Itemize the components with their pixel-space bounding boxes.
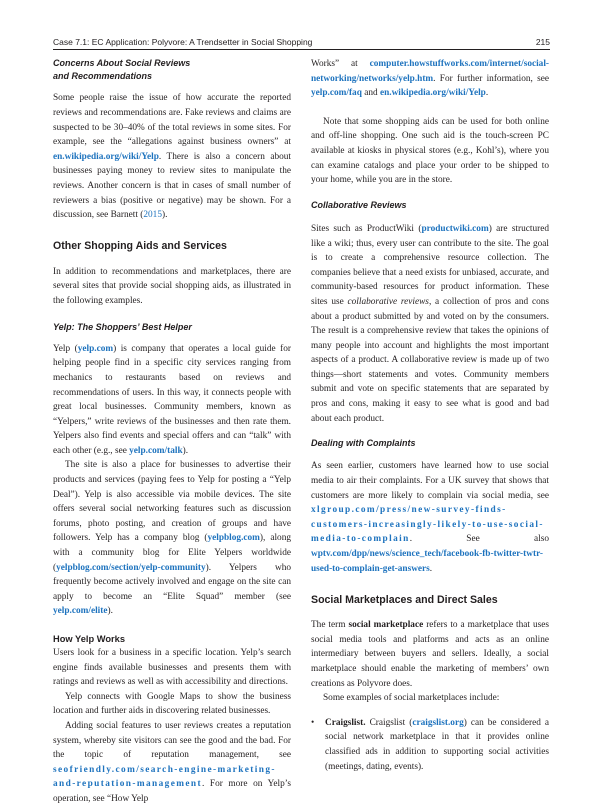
paragraph-examples: Some examples of social marketplaces include:	[323, 693, 500, 704]
list-item-craigslist	[311, 716, 549, 774]
link-seofriendly[interactable]: seofriendly.com/search-engine-marketing-and-reputation-management	[53, 764, 276, 790]
link-yelp-faq[interactable]: yelp.com/faq	[311, 88, 362, 99]
page-number: 215	[535, 37, 550, 47]
right-column	[311, 57, 549, 774]
link-wikipedia-yelp[interactable]: en.wikipedia.org/wiki/Yelp	[53, 151, 159, 162]
left-column	[53, 57, 291, 807]
paragraph-other-aids: In addition to recommendations and marketplaces, there are several sites that provide social shopping aids, as illustrated in the following examples.	[53, 266, 291, 306]
paragraph-yelp-2: The site is also a place for businesses to advertise their products and services (paying fees to Yelp for posting a “Yelp Deal”). Yelp is also accessible via mobile devices. The site offers several social networking features such as discussion forums, photo posting, and creation of groups and have followers. Yelp has a company blog (yelpblog.com), along with a community blog for Elite Yelpers worldwide (yelpblog.com/section/yelp-community). Yelpers who frequently become actively involved and engage on the site can apply to become an “Elite Squad” member (see yelp.com/elite).	[53, 460, 291, 617]
citation-year[interactable]: 2015	[143, 210, 162, 221]
link-yelp[interactable]: yelp.com	[77, 343, 114, 354]
link-xlgroup[interactable]: xlgroup.com/press/new-survey-finds-customers-increasingly-likely-to-use-social-media-to-complain	[311, 505, 544, 545]
link-yelpblog-community[interactable]: yelpblog.com/section/yelp-community	[56, 562, 206, 573]
paragraph-collaborative: Sites such as ProductWiki (productwiki.com) are structured like a wiki; thus, every user can contribute to the site. The goal is to create a comprehensive resource collection. The companies believe that a need exists for unbiased, accurate, and community-based resources for product information. These sites use collaborative reviews, a collection of pros and cons about a product submitted by and voted on by the consumers. The result is a comprehensive review that takes the opinions of many people into account and highlights the most important aspects of a product. A collaborative review is made up of two things—short statements and votes. Community members submit and vote on specific statements that are separated by pros and cons, making it easy to see what is good and bad about each product.	[311, 223, 550, 424]
paragraph-social-marketplace: The term social marketplace refers to a marketplace that uses social media tools and platforms and acts as an online intermediary between buyers and sellers. Ideally, a social marketplace should enable the marketing of members’ own creations as Polyvore does.	[311, 620, 549, 689]
paragraph-shopping-aids: Note that some shopping aids can be used for both online and off-line shopping. One such aid is the touch-screen PC available at kiosks in physical stores (e.g., Kohl’s), where you can examine catalogs and place your order to be shipped to your home, while you are in the store.	[311, 116, 549, 186]
bullet-text: Craigslist. Craigslist (craigslist.org) can be considered a social network marketplace in that it provides online classified ads in addition to supporting social activities (meetings, dating, events).	[325, 717, 550, 772]
running-header	[53, 33, 550, 47]
heading-complaints: Dealing with Complaints	[311, 438, 416, 449]
heading-yelp: Yelp: The Shoppers’ Best Helper	[53, 321, 192, 332]
heading-other-aids: Other Shopping Aids and Services	[53, 239, 227, 252]
paragraph-how-1: Users look for a business in a specific location. Yelp’s search engine finds available businesses and presents them with ratings and reviews as well as with accessibility and directions.	[53, 648, 291, 688]
heading-how-yelp-works: How Yelp Works	[53, 634, 125, 645]
paragraph-how-3: Adding social features to user reviews creates a reputation system, whereby site visitors can see the good and the bad. For the topic of reputation management, see seofriendly.com/search-engine-marketing-and-reputation-management. For more on Yelp’s operation, see “How Yelp	[53, 720, 291, 804]
paragraph-concerns: Some people raise the issue of how accurate the reported reviews and recommendations are. Fake reviews and claims are suspected to be 30–40% of the total reviews in some sites. For example, see the “allegations against business owners” at en.wikipedia.org/wiki/Yelp. There is also a concern about businesses paying money to review sites to manipulate the reviews. Another concern is that in cases of small number of reviewers a bias (positive or negative) may be shown. For a discussion, see Barnett (2015).	[53, 93, 291, 221]
heading-social-marketplaces: Social Marketplaces and Direct Sales	[311, 594, 498, 607]
link-productwiki[interactable]: productwiki.com	[421, 223, 489, 234]
link-howstuffworks[interactable]: computer.howstuffworks.com/internet/social-networking/networks/yelp.htm	[311, 59, 549, 84]
paragraph-howstuffworks: Works” at computer.howstuffworks.com/internet/social-networking/networks/yelp.htm. For further information, see yelp.com/faq and en.wikipedia.org/wiki/Yelp.	[311, 59, 549, 99]
link-craigslist[interactable]: craigslist.org	[412, 717, 464, 728]
paragraph-complaints: As seen earlier, customers have learned how to use social media to air their complaints. For a UK survey that shows that customers are more likely to complain via social media, see xlgroup.com/press/new-survey-finds-customers-increasingly-likely-to-use-social-media-to-complain. See also wptv.com/dpp/news/science_tech/facebook-fb-twitter-twtr-used-to-complain-get-answers.	[311, 461, 549, 574]
running-title: Case 7.1: EC Application: Polyvore: A Trendsetter in Social Shopping	[53, 37, 313, 47]
paragraph-yelp-1: Yelp (yelp.com) is company that operates a local guide for helping people find in a specific city services ranging from mechanics to restaurants based on reviews and recommendations of users. In this way, it connects people with great local businesses. Community members, known as “Yelpers,” write reviews of the businesses and then rate them. Yelpers also find events and special offers and can “talk” with each other (e.g., see yelp.com/talk).	[53, 343, 291, 456]
link-wptv[interactable]: wptv.com/dpp/news/science_tech/facebook-fb-twitter-twtr-used-to-complain-get-answers	[311, 549, 543, 574]
link-wikipedia-yelp-2[interactable]: en.wikipedia.org/wiki/Yelp	[379, 88, 486, 99]
link-yelp-talk[interactable]: yelp.com/talk	[129, 445, 183, 456]
link-yelpblog[interactable]: yelpblog.com	[207, 533, 260, 544]
heading-collaborative-reviews: Collaborative Reviews	[311, 199, 407, 210]
heading-concerns: Concerns About Social Reviews and Recommendations	[53, 58, 191, 82]
paragraph-how-2: Yelp connects with Google Maps to show the business location and further aids in discovering related businesses.	[53, 691, 291, 717]
header-rule	[53, 49, 550, 50]
bullet-icon: •	[311, 717, 315, 728]
link-yelp-elite[interactable]: yelp.com/elite	[53, 606, 108, 617]
